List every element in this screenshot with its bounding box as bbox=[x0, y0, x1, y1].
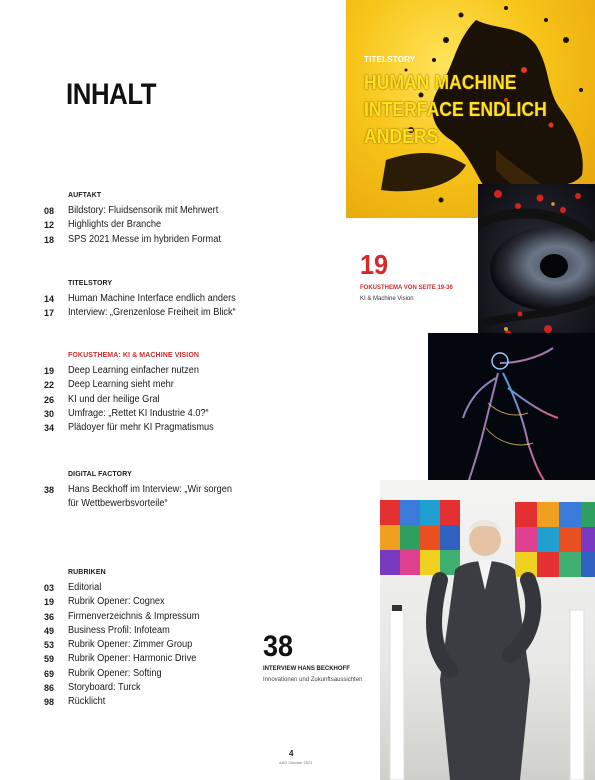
toc-entry[interactable] bbox=[44, 378, 344, 392]
toc-entry[interactable] bbox=[44, 581, 344, 595]
portrait-illustration bbox=[380, 480, 595, 780]
page-num: 38 bbox=[44, 485, 55, 495]
focus-label: FOKUSTHEMA VON SEITE 19-36 bbox=[360, 285, 453, 291]
entry-title: Business Profil: Infoteam bbox=[68, 624, 170, 636]
page-num: 19 bbox=[44, 366, 55, 376]
headline-line: ANDERS bbox=[364, 126, 439, 148]
page-num: 30 bbox=[44, 408, 55, 419]
toc-section-fokusthema bbox=[44, 352, 344, 435]
toc-section-titelstory bbox=[44, 280, 344, 321]
page-num: 12 bbox=[44, 220, 55, 231]
entry-title: Hans Beckhoff im Interview: „Wir sorgen bbox=[68, 484, 232, 495]
page-num: 36 bbox=[44, 611, 55, 622]
entry-title: Umfrage: „Rettet KI Industrie 4.0?“ bbox=[68, 407, 209, 419]
entry-title: Rubrik Opener: Softing bbox=[68, 667, 162, 679]
page-num: 34 bbox=[44, 423, 55, 434]
entry-title: für Wettbewerbsvorteile“ bbox=[68, 498, 168, 510]
headline-line: HUMAN MACHINE bbox=[364, 72, 517, 94]
page-num: 18 bbox=[44, 234, 55, 245]
toc-entry[interactable] bbox=[44, 306, 344, 320]
toc-entry-continuation bbox=[44, 497, 344, 511]
interview-subtitle: Innovationen und Zukunftsaussichten bbox=[263, 677, 363, 683]
entry-title: Editorial bbox=[68, 582, 102, 593]
page-num: 59 bbox=[44, 654, 55, 665]
entry-title: Firmenverzeichnis & Impressum bbox=[68, 610, 200, 622]
page-num: 08 bbox=[44, 206, 55, 216]
toc-entry[interactable] bbox=[44, 695, 344, 709]
toc-entry[interactable] bbox=[44, 638, 344, 652]
entry-title: Bildstory: Fluidsensorik mit Mehrwert bbox=[68, 205, 219, 216]
page-num: 26 bbox=[44, 394, 55, 405]
entry-title: Storyboard: Turck bbox=[68, 682, 141, 694]
entry-title: KI und der heilige Gral bbox=[68, 393, 160, 405]
section-heading: TITELSTORY bbox=[68, 280, 113, 287]
page-num: 17 bbox=[44, 308, 55, 319]
page-num: 49 bbox=[44, 625, 55, 636]
entry-title: Interview: „Grenzenlose Freiheit im Blick“ bbox=[68, 307, 236, 319]
cover-kicker: TITELSTORY bbox=[364, 55, 416, 64]
entry-title: Rücklicht bbox=[68, 696, 106, 708]
toc-entry[interactable] bbox=[44, 421, 344, 435]
page-footer: A&D Oktober 2021 bbox=[279, 760, 313, 765]
focus-subtitle: KI & Machine Vision bbox=[360, 296, 414, 302]
headline-line: INTERFACE ENDLICH bbox=[364, 99, 547, 121]
page-num: 86 bbox=[44, 683, 55, 694]
toc-entry[interactable] bbox=[44, 624, 344, 638]
page-num: 53 bbox=[44, 640, 55, 651]
toc-entry[interactable] bbox=[44, 483, 344, 497]
toc-entry[interactable] bbox=[44, 292, 344, 306]
cover-headline bbox=[364, 70, 547, 151]
toc-entry[interactable] bbox=[44, 407, 344, 421]
toc-entry[interactable] bbox=[44, 393, 344, 407]
section-heading: DIGITAL FACTORY bbox=[68, 471, 132, 478]
focus-page-number: 19 bbox=[360, 249, 389, 280]
toc-entry[interactable] bbox=[44, 652, 344, 666]
entry-title: Deep Learning sieht mehr bbox=[68, 379, 174, 391]
entry-title: Rubrik Opener: Cognex bbox=[68, 596, 165, 608]
section-heading: AUFTAKT bbox=[68, 192, 102, 199]
page-num: 19 bbox=[44, 597, 55, 608]
entry-title: Deep Learning einfacher nutzen bbox=[68, 365, 199, 376]
toc-entry[interactable] bbox=[44, 218, 344, 232]
toc-entry[interactable] bbox=[44, 681, 344, 695]
interview-page-number: 38 bbox=[263, 630, 294, 663]
entry-title: Rubrik Opener: Zimmer Group bbox=[68, 639, 193, 651]
page-number: 4 bbox=[289, 749, 294, 758]
entry-title: Highlights der Branche bbox=[68, 219, 162, 231]
dancer-image[interactable] bbox=[428, 333, 595, 493]
toc-section-auftakt bbox=[44, 192, 344, 247]
entry-title: SPS 2021 Messe im hybriden Format bbox=[68, 233, 221, 245]
toc-section-rubriken bbox=[44, 569, 344, 710]
page-title: INHALT bbox=[66, 78, 157, 111]
page-num: 69 bbox=[44, 668, 55, 679]
interview-label: INTERVIEW HANS BECKHOFF bbox=[263, 666, 350, 672]
page-num: 03 bbox=[44, 583, 55, 593]
entry-title: Plädoyer für mehr KI Pragmatismus bbox=[68, 422, 214, 434]
section-heading: RUBRIKEN bbox=[68, 569, 106, 576]
toc-entry[interactable] bbox=[44, 233, 344, 247]
portrait-photo[interactable] bbox=[380, 480, 595, 780]
section-heading: FOKUSTHEMA: KI & MACHINE VISION bbox=[68, 352, 200, 359]
entry-title: Rubrik Opener: Harmonic Drive bbox=[68, 653, 197, 665]
toc-entry[interactable] bbox=[44, 364, 344, 378]
toc-entry[interactable] bbox=[44, 610, 344, 624]
dancer-illustration bbox=[428, 333, 595, 493]
entry-title: Human Machine Interface endlich anders bbox=[68, 293, 236, 304]
toc-entry[interactable] bbox=[44, 204, 344, 218]
page-num bbox=[44, 497, 68, 511]
toc-section-digital-factory bbox=[44, 471, 344, 512]
page-num: 14 bbox=[44, 294, 55, 304]
toc-entry[interactable] bbox=[44, 595, 344, 609]
page-num: 98 bbox=[44, 697, 55, 708]
page-num: 22 bbox=[44, 380, 55, 391]
